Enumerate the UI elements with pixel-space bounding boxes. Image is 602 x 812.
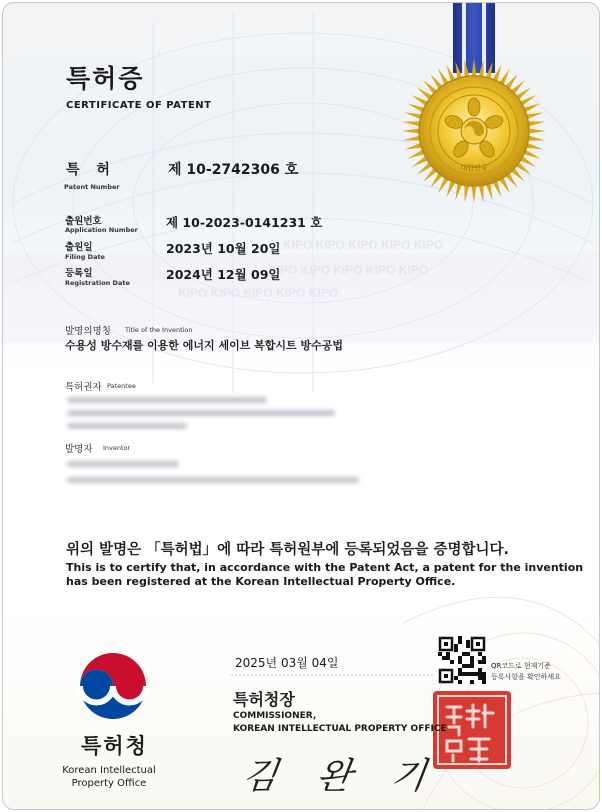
patentee-label: 특허권자	[65, 382, 102, 393]
certificate-title-en: CERTIFICATE OF PATENT	[66, 100, 212, 111]
qr-note-line2: 등록사항을 확인하세요	[491, 673, 561, 681]
patent-number-label: 특 허	[66, 162, 116, 178]
patent-certificate	[2, 2, 600, 810]
qr-module	[478, 672, 482, 676]
medal-text: 대한민국	[460, 164, 488, 172]
patent-number-value: 제 10-2742306 호	[168, 162, 299, 178]
watermark-row: KIPO KIPO KIPO KIPO KIPO	[283, 238, 444, 252]
office-name-ko: 특허청	[81, 734, 148, 758]
issue-date: 2025년 03월 04일	[235, 656, 339, 670]
qr-module	[458, 636, 462, 640]
patentee-label-en: Patentee	[107, 382, 136, 390]
redacted-text	[67, 410, 335, 416]
application-number-value: 제 10-2023-0141231 호	[166, 215, 323, 230]
qr-module	[482, 676, 486, 680]
qr-module	[458, 656, 462, 660]
application-number-label-en: Application Number	[65, 226, 138, 234]
redacted-text	[67, 423, 187, 429]
qr-module	[458, 640, 462, 644]
invention-title-label-en: Title of the Invention	[125, 326, 193, 334]
qr-module	[466, 640, 470, 644]
redacted-text	[67, 461, 179, 467]
qr-module	[446, 652, 450, 656]
office-name-en: Korean Intellectual Property Office	[62, 765, 156, 789]
qr-code-note	[491, 661, 561, 683]
commissioner-title-ko: 특허청장	[233, 690, 295, 709]
qr-module	[458, 660, 462, 664]
invention-title-label: 발명의명칭	[65, 326, 111, 337]
certificate-title: 특허증	[66, 64, 145, 93]
invention-title-value: 수용성 방수재를 이용한 에너지 세이브 복합시트 방수공법	[65, 339, 343, 352]
qr-module	[470, 680, 474, 684]
qr-module	[474, 672, 478, 676]
registration-date-label-en: Registration Date	[65, 279, 130, 287]
statement-en-line2: has been registered at the Korean Intellectual Property Office.	[66, 575, 456, 588]
qr-module	[462, 652, 466, 656]
qr-module	[470, 672, 474, 676]
qr-module	[482, 656, 486, 660]
gold-seal-medal	[402, 59, 546, 203]
filing-date-value: 2023년 10월 20일	[166, 241, 281, 256]
qr-module	[454, 676, 458, 680]
filing-date-label: 출원일	[65, 242, 93, 253]
application-number-label: 출원번호	[65, 216, 102, 227]
redacted-text	[67, 397, 267, 403]
qr-module	[458, 668, 462, 672]
commissioner-en-line1: COMMISSIONER,	[233, 711, 317, 721]
watermark-row: KIPO KIPO KIPO KIPO KIPO	[178, 286, 339, 300]
qr-module	[470, 656, 474, 660]
qr-module	[458, 672, 462, 676]
qr-module	[450, 660, 454, 664]
watermark-row: KIPO KIPO KIPO KIPO KIPO	[268, 263, 429, 277]
qr-code	[438, 636, 486, 684]
qr-module	[466, 652, 470, 656]
qr-module	[454, 644, 458, 648]
qr-module	[454, 648, 458, 652]
background-pattern	[3, 3, 599, 809]
qr-module	[438, 652, 442, 656]
statement-en-line1: This is to certify that, in accordance with the Patent Act, a patent for the invention	[66, 561, 584, 574]
kipo-taegeuk-logo	[80, 653, 146, 719]
inventor-label: 발명자	[65, 444, 93, 455]
registration-date-label: 등록일	[65, 268, 93, 279]
certification-statement-en	[66, 561, 583, 589]
registration-date-value: 2024년 12월 09일	[166, 267, 281, 282]
qr-module	[442, 656, 446, 660]
commissioner-en-line2: KOREAN INTELLECTUAL PROPERTY OFFICE	[233, 724, 447, 734]
inventor-label-en: Inventor	[103, 444, 131, 452]
qr-module	[478, 668, 482, 672]
qr-module	[446, 656, 450, 660]
redacted-text	[67, 477, 359, 483]
certification-statement-ko: 위의 발명은 「특허법」에 따라 특허원부에 등록되었음을 증명합니다.	[66, 542, 509, 558]
commissioner-signature: 김 완 기	[239, 756, 443, 797]
qr-module	[482, 660, 486, 664]
qr-module	[466, 664, 470, 668]
qr-note-line1: QR코드로 현재기준	[491, 662, 551, 670]
qr-module	[462, 664, 466, 668]
qr-module	[478, 652, 482, 656]
qr-module	[470, 660, 474, 664]
filing-date-label-en: Filing Date	[65, 253, 105, 261]
commissioner-title-en	[233, 710, 447, 736]
qr-module	[458, 680, 462, 684]
qr-module	[462, 672, 466, 676]
patent-number-label-en: Patent Number	[64, 183, 120, 191]
qr-module	[478, 660, 482, 664]
qr-module	[482, 680, 486, 684]
qr-module	[466, 644, 470, 648]
qr-module	[478, 676, 482, 680]
qr-module	[482, 672, 486, 676]
qr-module	[470, 664, 474, 668]
qr-module	[466, 672, 470, 676]
